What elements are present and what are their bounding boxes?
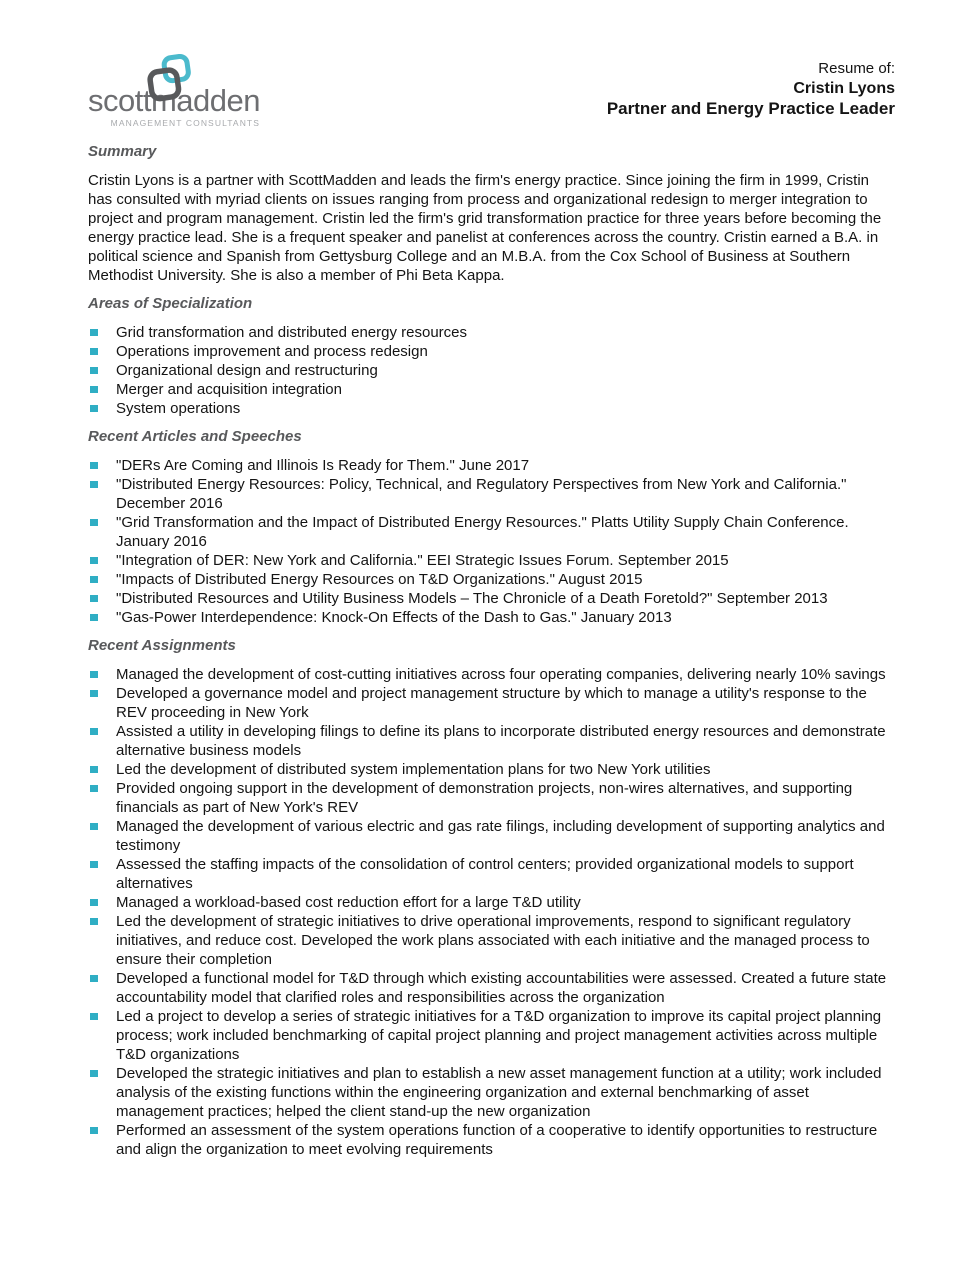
bullet-text: Assessed the staffing impacts of the consolidation of control centers; provided organizational models to support alternatives [116, 856, 854, 892]
bullet-item [88, 608, 895, 627]
resume-section [88, 142, 895, 285]
bullet-text: Grid transformation and distributed energy resources [116, 324, 468, 341]
resume-section [88, 294, 895, 418]
bullet-square-icon [90, 861, 98, 869]
bullet-item [88, 1121, 895, 1159]
bullet-square-icon [90, 671, 98, 679]
bullet-text: "Distributed Resources and Utility Business Models – The Chronicle of a Death Foretold?" September 2013 [116, 590, 828, 607]
bullet-square-icon [90, 1070, 98, 1078]
bullet-item [88, 969, 895, 1007]
person-name: Cristin Lyons [793, 80, 895, 97]
bullet-item [88, 551, 895, 570]
summary-paragraph: Cristin Lyons is a partner with ScottMadden and leads the firm's energy practice. Since joining the firm in 1999, Cristin has consulted with myriad clients on issues ranging from process and organizational redesign to merger integration to project and program management. Cristin led the firm's grid transformation practice for three years before becoming the energy practice lead. She is a frequent speaker and panelist at conferences across the country. Cristin earned a B.A. in political science and Spanish from Gettysburg College and an M.B.A. from the Cox School of Business at Southern Methodist University. She is also a member of Phi Beta Kappa. [88, 172, 882, 284]
bullet-square-icon [90, 481, 98, 489]
bullet-item [88, 779, 895, 817]
bullet-item [88, 1007, 895, 1064]
bullet-text: System operations [116, 400, 241, 417]
bullet-text: Managed the development of various electric and gas rate filings, including development of supporting analytics and testimony [116, 818, 885, 854]
bullet-text: Assisted a utility in developing filings to define its plans to incorporate distributed energy resources and demonstrate alternative business models [116, 723, 886, 759]
bullet-square-icon [90, 557, 98, 565]
bullet-item [88, 760, 895, 779]
bullet-square-icon [90, 386, 98, 394]
bullet-text: Led the development of strategic initiatives to drive operational improvements, respond to significant regulatory initiatives, and reduce cost. Developed the work plans associated with each initiative and the managed process to ensure their completion [116, 913, 870, 968]
section-heading: Areas of Specialization [88, 295, 253, 312]
bullet-text: "Distributed Energy Resources: Policy, Technical, and Regulatory Perspectives from New York and California." December 2016 [116, 476, 847, 512]
bullet-item [88, 893, 895, 912]
bullet-square-icon [90, 348, 98, 356]
resume-section [88, 636, 895, 1159]
bullet-item [88, 722, 895, 760]
bullet-square-icon [90, 1127, 98, 1135]
bullet-square-icon [90, 785, 98, 793]
bullet-text: "Impacts of Distributed Energy Resources on T&D Organizations." August 2015 [116, 571, 643, 588]
bullet-square-icon [90, 766, 98, 774]
bullet-item [88, 589, 895, 608]
bullet-square-icon [90, 462, 98, 470]
bullet-item [88, 1064, 895, 1121]
bullet-square-icon [90, 728, 98, 736]
bullet-text: Operations improvement and process redesign [116, 343, 428, 360]
bullet-item [88, 456, 895, 475]
bullet-item [88, 380, 895, 399]
bullet-square-icon [90, 576, 98, 584]
resume-of-label: Resume of: [818, 60, 895, 77]
bullet-square-icon [90, 614, 98, 622]
scottmadden-logo [88, 55, 260, 128]
bullet-square-icon [90, 367, 98, 375]
bullet-item [88, 665, 895, 684]
bullet-item [88, 684, 895, 722]
resume-sections [88, 142, 895, 1159]
bullet-text: Managed a workload-based cost reduction effort for a large T&D utility [116, 894, 581, 911]
bullet-text: Performed an assessment of the system operations function of a cooperative to identify opportunities to restructure and align the organization to meet evolving requirements [116, 1122, 878, 1158]
bullet-item [88, 475, 895, 513]
bullet-item [88, 570, 895, 589]
bullet-item [88, 342, 895, 361]
bullet-item [88, 855, 895, 893]
bullet-text: Led a project to develop a series of strategic initiatives for a T&D organization to improve its capital project planning process; work included benchmarking of capital project planning and project management activities across multiple T&D organizations [116, 1008, 882, 1063]
bullet-square-icon [90, 823, 98, 831]
bullet-text: Developed the strategic initiatives and plan to establish a new asset management function at a utility; work included analysis of the existing functions within the engineering organization and external benchmarking of asset management practices; helped the client stand-up the new organization [116, 1065, 882, 1120]
section-heading: Summary [88, 143, 157, 160]
bullet-text: Developed a governance model and project management structure by which to manage a utility's response to the REV proceeding in New York [116, 685, 867, 721]
bullet-item [88, 323, 895, 342]
scottmadden-logo-icon [144, 53, 196, 108]
bullet-square-icon [90, 519, 98, 527]
page-header [88, 55, 895, 128]
bullet-square-icon [90, 975, 98, 983]
bullet-square-icon [90, 1013, 98, 1021]
bullet-square-icon [90, 899, 98, 907]
bullet-text: Developed a functional model for T&D through which existing accountabilities were assessed. Created a future state accountability model that clarified roles and responsibilities across the organization [116, 970, 887, 1006]
bullet-square-icon [90, 329, 98, 337]
logo-tagline-text: MANAGEMENT CONSULTANTS [110, 118, 260, 128]
bullet-text: "Integration of DER: New York and California." EEI Strategic Issues Forum. September 2015 [116, 552, 729, 569]
bullet-item [88, 912, 895, 969]
bullet-item [88, 361, 895, 380]
bullet-text: Led the development of distributed system implementation plans for two New York utilities [116, 761, 711, 778]
resume-section [88, 427, 895, 627]
section-heading: Recent Assignments [88, 637, 236, 654]
logo-brand-text: scottmadden [88, 83, 260, 118]
bullet-list [88, 456, 895, 627]
bullet-list [88, 665, 895, 1159]
person-job-title: Partner and Energy Practice Leader [606, 99, 895, 118]
bullet-square-icon [90, 595, 98, 603]
bullet-text: "Gas-Power Interdependence: Knock-On Effects of the Dash to Gas." January 2013 [116, 609, 672, 626]
bullet-item [88, 399, 895, 418]
bullet-item [88, 817, 895, 855]
bullet-text: "Grid Transformation and the Impact of Distributed Energy Resources." Platts Utility Supply Chain Conference. January 2016 [116, 514, 849, 550]
bullet-text: "DERs Are Coming and Illinois Is Ready for Them." June 2017 [116, 457, 530, 474]
bullet-text: Provided ongoing support in the development of demonstration projects, non-wires alternatives, and supporting financials as part of New York's REV [116, 780, 853, 816]
bullet-square-icon [90, 918, 98, 926]
section-heading: Recent Articles and Speeches [88, 428, 302, 445]
bullet-list [88, 323, 895, 418]
resume-title-block [607, 55, 895, 119]
bullet-square-icon [90, 690, 98, 698]
bullet-text: Managed the development of cost-cutting initiatives across four operating companies, delivering nearly 10% savings [116, 666, 886, 683]
bullet-square-icon [90, 405, 98, 413]
bullet-text: Organizational design and restructuring [116, 362, 378, 379]
bullet-item [88, 513, 895, 551]
bullet-text: Merger and acquisition integration [116, 381, 342, 398]
